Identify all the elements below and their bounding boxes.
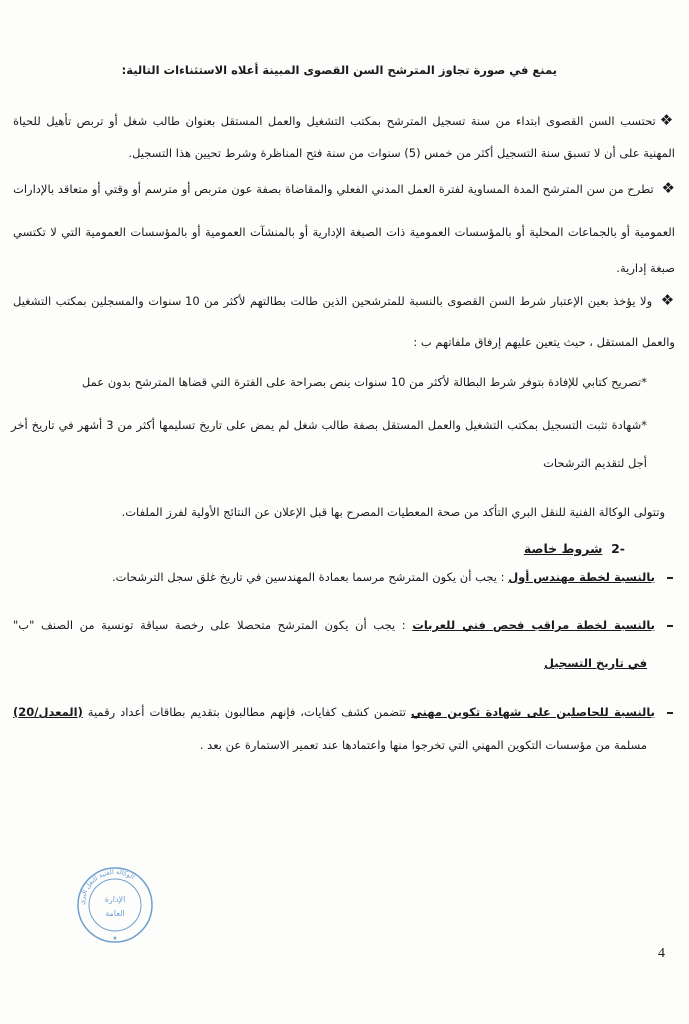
condition-text: : يجب أن يكون المترشح متحصلا على رخصة سياقة تونسية من الصنف "ب" bbox=[13, 618, 413, 632]
bullet-3-text: ولا يؤخذ بعين الإعتبار شرط السن القصوى بالنسبة للمترشحين الذين طالت بطالتهم لأكثر من 10 سنوات والمسجلين بمكتب التشغيل bbox=[13, 294, 653, 308]
bullet-1-line-1 bbox=[13, 112, 675, 129]
bullet-1-line-2: المهنية على أن لا تسبق سنة التسجيل أكثر من خمس (5) سنوات من سنة فتح المناظرة وشرط تحيين هذا التسجيل. bbox=[128, 146, 675, 160]
condition-label: بالنسبة للحاصلين على شهادة تكوين مهني bbox=[410, 705, 655, 719]
official-stamp bbox=[76, 866, 154, 944]
bullet-2-text: تطرح من سن المترشح المدة المساوية لفترة العمل المدني الفعلي والمقاضاة بصفة عون متربص أو مترسم أو وقتي أو متعاقد بالإدارات bbox=[13, 182, 654, 196]
section-heading-text: شروط خاصة bbox=[523, 541, 603, 556]
condition-label: بالنسبة لخطة مراقب فحص فني للعربات bbox=[412, 618, 655, 632]
diamond-bullet-icon: ❖ bbox=[659, 111, 675, 129]
condition-text: تتضمن كشف كفايات، فإنهم مطالبون بتقديم بطاقات أعداد رقمية bbox=[82, 705, 411, 719]
dash-bullet-icon bbox=[667, 625, 673, 627]
special-condition-2-line-2: في تاريخ التسجيل bbox=[544, 656, 647, 670]
diamond-bullet-icon: ❖ bbox=[660, 291, 675, 309]
bullet-2-line-3: صبغة إدارية. bbox=[616, 261, 675, 275]
svg-text:الإدارة: الإدارة bbox=[104, 895, 126, 904]
star-item-2-line-2: أجل لتقديم الترشحات bbox=[543, 456, 647, 470]
condition-label: بالنسبة لخطة مهندس أول bbox=[508, 570, 655, 584]
bullet-3-line-1 bbox=[13, 292, 675, 309]
dash-bullet-icon bbox=[667, 712, 673, 714]
agency-note: وتتولى الوكالة الفنية للنقل البري التأكد من صحة المعطيات المصرح بها قبل الإعلان عن النتائج الأولية لفرز الملفات. bbox=[121, 505, 665, 519]
bullet-3-line-2: والعمل المستقل ، حيث يتعين عليهم إرفاق ملفاتهم ب : bbox=[413, 335, 675, 349]
special-condition-3-line-2: مسلمة من مؤسسات التكوين المهني التي تخرجوا منها واعتمادها عند تعمير الاستمارة عن بعد . bbox=[199, 738, 647, 752]
section-2-heading bbox=[524, 541, 625, 557]
condition-emphasis: (المعدل/20) bbox=[13, 705, 83, 719]
bullet-1-text: تحتسب السن القصوى ابتداء من سنة تسجيل المترشح بمكتب التشغيل والعمل المستقل بعنوان طالب شغل أو تربص تأهيل للحياة bbox=[13, 114, 656, 128]
dash-bullet-icon bbox=[667, 577, 673, 579]
special-condition-2-line-1 bbox=[13, 617, 673, 633]
diamond-bullet-icon: ❖ bbox=[661, 179, 676, 197]
special-condition-3-line-1 bbox=[13, 704, 673, 720]
section-number: -2 bbox=[611, 541, 625, 556]
condition-text: : يجب أن يكون المترشح مرسما بعمادة المهندسين في تاريخ غلق سجل الترشحات. bbox=[112, 570, 509, 584]
page-number: 4 bbox=[658, 946, 665, 961]
svg-text:الوكالة الفنية للنقل البري: الوكالة الفنية للنقل البري bbox=[77, 867, 136, 906]
svg-text:★: ★ bbox=[112, 935, 118, 942]
star-item-1: *تصريح كتابي للإفادة بتوفر شرط البطالة لأكثر من 10 سنوات ينص بصراحة على الفترة التي قضاها المترشح بدون عمل bbox=[81, 375, 647, 389]
special-condition-1 bbox=[112, 569, 673, 585]
svg-text:العامة: العامة bbox=[105, 909, 125, 918]
star-item-2-line-1: *شهادة تثبت التسجيل بمكتب التشغيل والعمل المستقل بصفة طالب شغل لم يمض على تاريخ تسليمها أكثر من 3 أشهر في تاريخ أخر bbox=[11, 418, 647, 432]
bullet-2-line-2: العمومية أو بالجماعات المحلية أو بالمؤسسات العمومية ذات الصبغة الإدارية أو بالمنشآت العمومية أو بالمؤسسات العمومية التي لا تكتسي bbox=[13, 225, 675, 239]
section-title: يمنع في صورة تجاوز المترشح السن القصوى المبينة أعلاه الاستثناءات التالية: bbox=[121, 63, 557, 77]
bullet-2-line-1 bbox=[13, 180, 675, 197]
